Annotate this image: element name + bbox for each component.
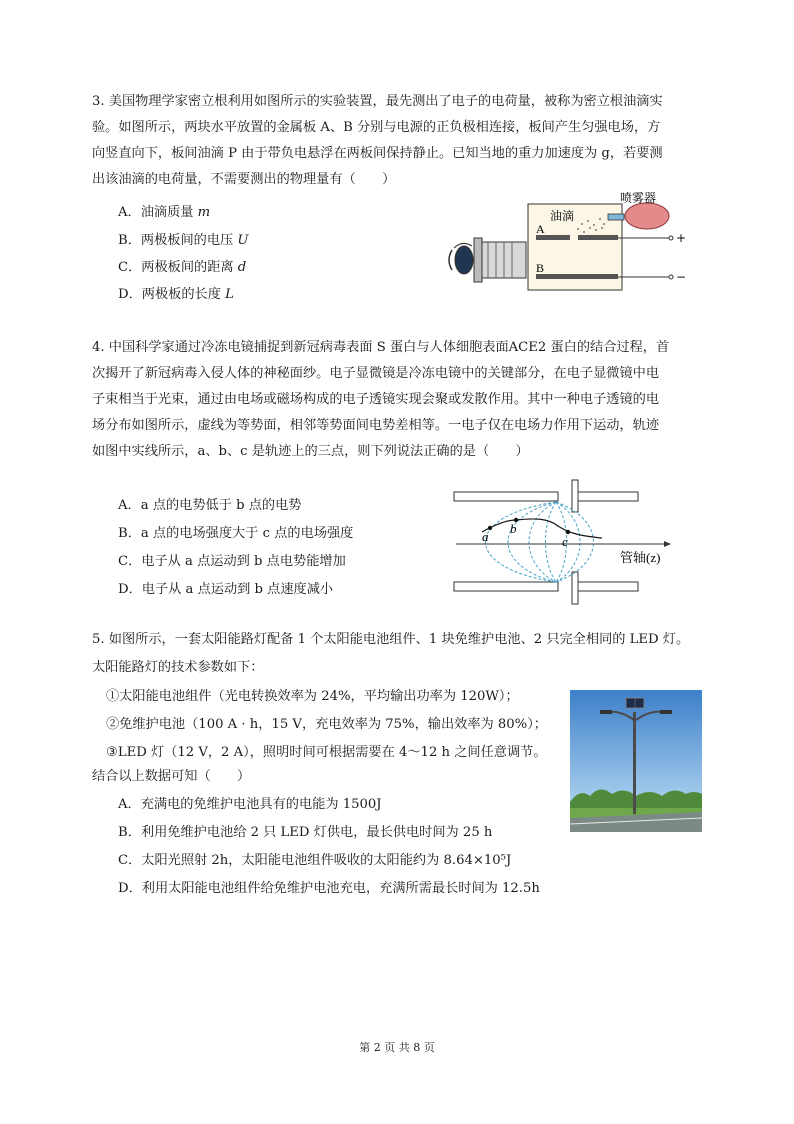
q4-line-4: 场分布如图所示，虚线为等势面，相邻等势面间电势差相等。一电子仅在电场力作用下运动，轨迹 [92,418,660,433]
terminal-minus [669,275,673,279]
q4-option-a[interactable]: A．a 点的电势低于 b 点的电势 [118,498,302,513]
q5-spec-3: ③LED 灯（12 V，2 A），照明时间可根据需要在 4～12 h 之间任意调节。 [106,745,547,760]
electron-trajectory [482,519,602,538]
microscope-eyepiece [474,238,482,282]
q5-line-2: 太阳能路灯的技术参数如下： [92,660,264,675]
sprayer-nozzle [608,214,624,220]
point-c-label: c [562,534,568,549]
plus-label: + [676,231,687,245]
q5-option-c[interactable]: C．太阳光照射 2h，太阳能电池组件吸收的太阳能约为 8.64×10⁵J [118,853,512,868]
q4-line-1: 4. 中国科学家通过冷冻电镜捕捉到新冠病毒表面 S 蛋白与人体细胞表面ACE2 蛋白的结合过程，首 [92,340,670,355]
q5-option-b[interactable]: B．利用免维护电池给 2 只 LED 灯供电，最长供电时间为 25 h [118,825,493,840]
q3-line-2: 验。如图所示，两块水平放置的金属板 A、B 分别与电源的正负极相连接，板间产生匀强电场，方 [92,120,661,135]
axis-label: 管轴(z) [620,550,661,565]
sprayer-bulb [625,203,669,229]
plate-a-right [578,235,618,240]
solar-street-lamp-photo [570,690,702,832]
axis-arrow [664,541,671,547]
plate-b [536,274,618,279]
q4-line-5: 如图中实线所示，a、b、c 是轨迹上的三点，则下列说法正确的是（ ） [92,444,529,459]
q5-line-question: 结合以上数据可知（ ） [92,769,251,784]
point-b-label: b [510,521,517,536]
q3-option-c[interactable]: C．两极板间的距离 d [118,260,247,275]
q5-option-d[interactable]: D．利用太阳能电池组件给免维护电池充电，充满所需最长时间为 12.5h [118,881,540,896]
plate-bottom-left [454,582,558,591]
eye-icon [455,246,473,274]
electron-lens-figure [452,476,674,608]
q3-line-3: 向竖直向下，板间油滴 P 由于带负电悬浮在两板间保持静止。已知当地的重力加速度为 g，若要测 [92,146,663,161]
microscope-tube [480,242,526,278]
millikan-apparatus-figure [432,188,712,298]
plate-top-left [454,492,558,501]
q5-line-1: 5. 如图所示，一套太阳能路灯配备 1 个太阳能电池组件、1 块免维护电池、2 只完全相同的 LED 灯。 [92,632,690,647]
q4-line-2: 次揭开了新冠病毒入侵人体的神秘面纱。电子显微镜是冷冻电镜中的关键部分，在电子显微镜中电 [92,366,660,381]
plate-top-vertical [572,480,578,512]
plate-top-right [578,492,638,501]
sprayer-label: 喷雾器 [620,191,657,205]
q3-line-1: 3. 美国物理学家密立根利用如图所示的实验装置，最先测出了电子的电荷量，被称为密立根油滴实 [92,94,663,109]
q4-option-b[interactable]: B．a 点的电场强度大于 c 点的电场强度 [118,526,354,541]
q3-option-a[interactable]: A．油滴质量 m [118,205,211,220]
q4-line-3: 子束相当于光束，通过由电场或磁场构成的电子透镜实现会聚或发散作用。其中一种电子透镜的电 [92,392,660,407]
q4-option-d[interactable]: D．电子从 a 点运动到 b 点速度减小 [118,582,334,597]
lamp-pole [633,712,636,814]
terminal-plus [669,236,673,240]
q3-line-4: 出该油滴的电荷量，不需要测出的物理量有（ ） [92,172,396,187]
q5-spec-1: ①太阳能电池组件（光电转换效率为 24%，平均输出功率为 120W）； [106,689,519,704]
q5-spec-2: ②免维护电池（100 A · h，15 V，充电效率为 75%，输出效率为 80%）； [106,717,547,732]
equipotential-surfaces [486,502,594,582]
plate-bottom-right [578,582,638,591]
point-a-label: a [482,529,489,544]
oil-drop-label: 油滴 [550,209,575,223]
plate-a-label: A [536,222,545,236]
page-footer: 第 2 页 共 8 页 [359,1041,435,1054]
q3-option-b[interactable]: B．两极板间的电压 U [118,233,249,248]
q3-option-d[interactable]: D．两极板的长度 L [118,287,234,302]
plate-bottom-vertical [572,572,578,604]
q5-option-a[interactable]: A．充满电的免维护电池具有的电能为 1500J [118,797,382,812]
minus-label: − [676,270,687,284]
q4-option-c[interactable]: C．电子从 a 点运动到 b 点电势能增加 [118,554,346,569]
plate-b-label: B [536,261,545,275]
